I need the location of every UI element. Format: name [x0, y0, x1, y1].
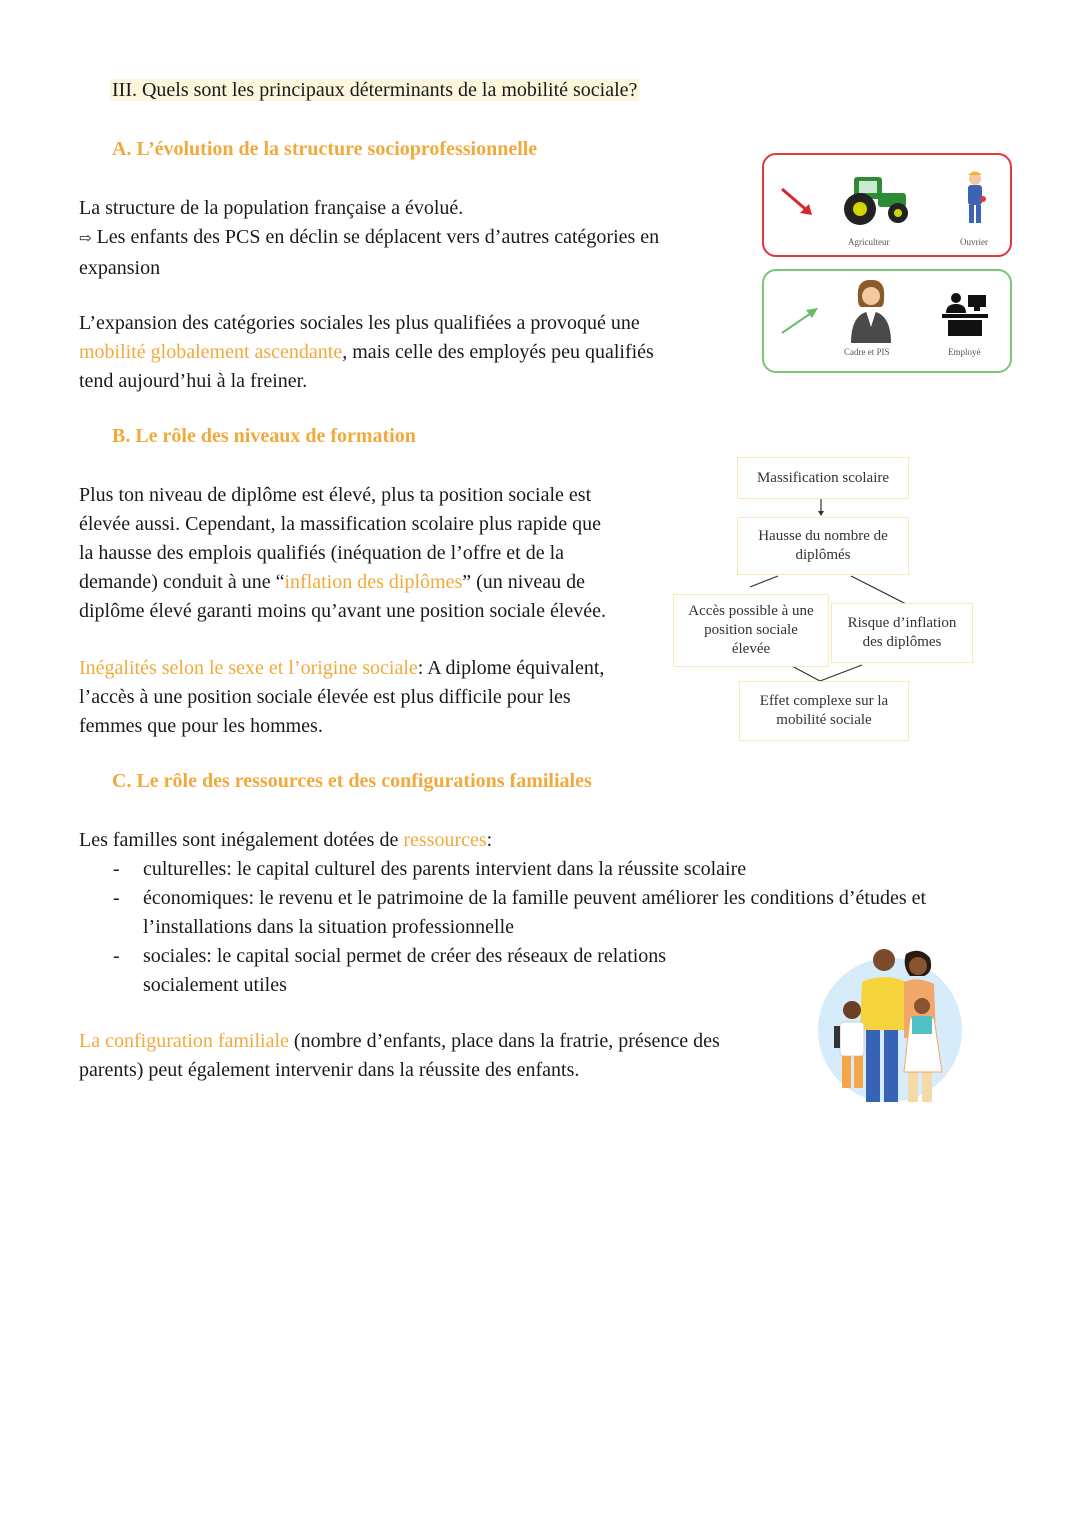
text-line: expansion [79, 257, 161, 279]
text-line [79, 338, 739, 367]
highlight-text: Inégalités selon le sexe et l’origine sociale [79, 657, 418, 679]
section-a-paragraph-1 [79, 194, 739, 283]
text-span: , mais celle des employés peu qualifiés [342, 341, 654, 363]
tractor-icon [834, 171, 914, 231]
text-line [79, 826, 1019, 855]
text-line: l’accès à une position sociale élevée est plus difficile pour les [79, 686, 571, 708]
text-line: diplôme élevé garanti moins qu’avant une position sociale élevée. [79, 600, 607, 622]
executive-icon [846, 277, 896, 343]
section-b-paragraph-2 [79, 654, 669, 741]
flow-node-effet: Effet complexe sur la mobilité sociale [739, 681, 909, 741]
arrow-up-right-icon [778, 305, 822, 337]
text-line: La structure de la population française a évolué. [79, 197, 464, 219]
text-span: (nombre d’enfants, place dans la fratrie, présence des [288, 1030, 720, 1052]
page-title: III. Quels sont les principaux déterminants de la mobilité sociale? [112, 79, 638, 101]
text-span: : [486, 829, 493, 851]
section-a-heading: A. L’évolution de la structure socioprofessionnelle [112, 138, 538, 160]
family-illustration-icon [812, 942, 972, 1122]
ouvrier-label: Ouvrier [960, 237, 988, 247]
text-line: parents) peut également intervenir dans la réussite des enfants. [79, 1059, 580, 1081]
list-item: - culturelles: le capital culturel des parents intervient dans la réussite scolaire [79, 855, 1003, 884]
growth-box [762, 269, 1012, 373]
text-line [79, 1027, 799, 1056]
flowchart [670, 455, 990, 745]
employe-label: Employé [948, 347, 981, 357]
section-c-paragraph-2 [79, 1027, 799, 1085]
arrow-icon: ⇨ [79, 231, 92, 247]
decline-box [762, 153, 1012, 257]
text-line: L’expansion des catégories sociales les plus qualifiées a provoqué une [79, 312, 640, 334]
text-line: Plus ton niveau de diplôme est élevé, plus ta position sociale est [79, 484, 592, 506]
section-b-paragraph-1 [79, 481, 669, 626]
text-span: demande) conduit à une “ [79, 571, 285, 593]
text-line: la hausse des emplois qualifiés (inéquation de l’offre et de la [79, 542, 565, 564]
employee-desk-icon [940, 291, 990, 337]
agriculteur-label: Agriculteur [848, 237, 890, 247]
text-span: Les familles sont inégalement dotées de [79, 829, 404, 851]
text-span: ” (un niveau de [462, 571, 585, 593]
list-item: - sociales: le capital social permet de créer des réseaux de relations socialement utiles [79, 942, 723, 1000]
text-line: élevée aussi. Cependant, la massification scolaire plus rapide que [79, 513, 602, 535]
flow-node-risque: Risque d’inflation des diplômes [831, 603, 973, 663]
text-line [79, 654, 669, 683]
flow-node-massification: Massification scolaire [737, 457, 909, 499]
text-line [79, 223, 739, 254]
list-item: - économiques: le revenu et le patrimoine de la famille peuvent améliorer les conditions d’études et l’installations dans la situation professionnelle [79, 884, 1003, 942]
highlight-text: ressources [403, 829, 487, 851]
text-span: Les enfants des PCS en déclin se déplacent vers d’autres catégories en [91, 226, 660, 248]
highlight-text: La configuration familiale [79, 1030, 289, 1052]
text-span: : A diplome équivalent, [417, 657, 605, 679]
highlight-text: inflation des diplômes [284, 571, 463, 593]
text-line: tend aujourd’hui à la freiner. [79, 370, 308, 392]
worker-icon [962, 169, 988, 229]
flow-node-acces: Accès possible à une position sociale élevée [673, 594, 829, 667]
cadre-label: Cadre et PIS [844, 347, 890, 357]
text-line [79, 568, 669, 597]
flow-node-hausse: Hausse du nombre de diplômés [737, 517, 909, 575]
arrow-down-right-icon [778, 185, 818, 221]
section-c-heading: C. Le rôle des ressources et des configurations familiales [112, 770, 592, 792]
text-line: femmes que pour les hommes. [79, 715, 323, 737]
section-a-paragraph-2 [79, 309, 739, 396]
section-b-heading: B. Le rôle des niveaux de formation [112, 425, 416, 447]
highlight-text: mobilité globalement ascendante [79, 341, 343, 363]
